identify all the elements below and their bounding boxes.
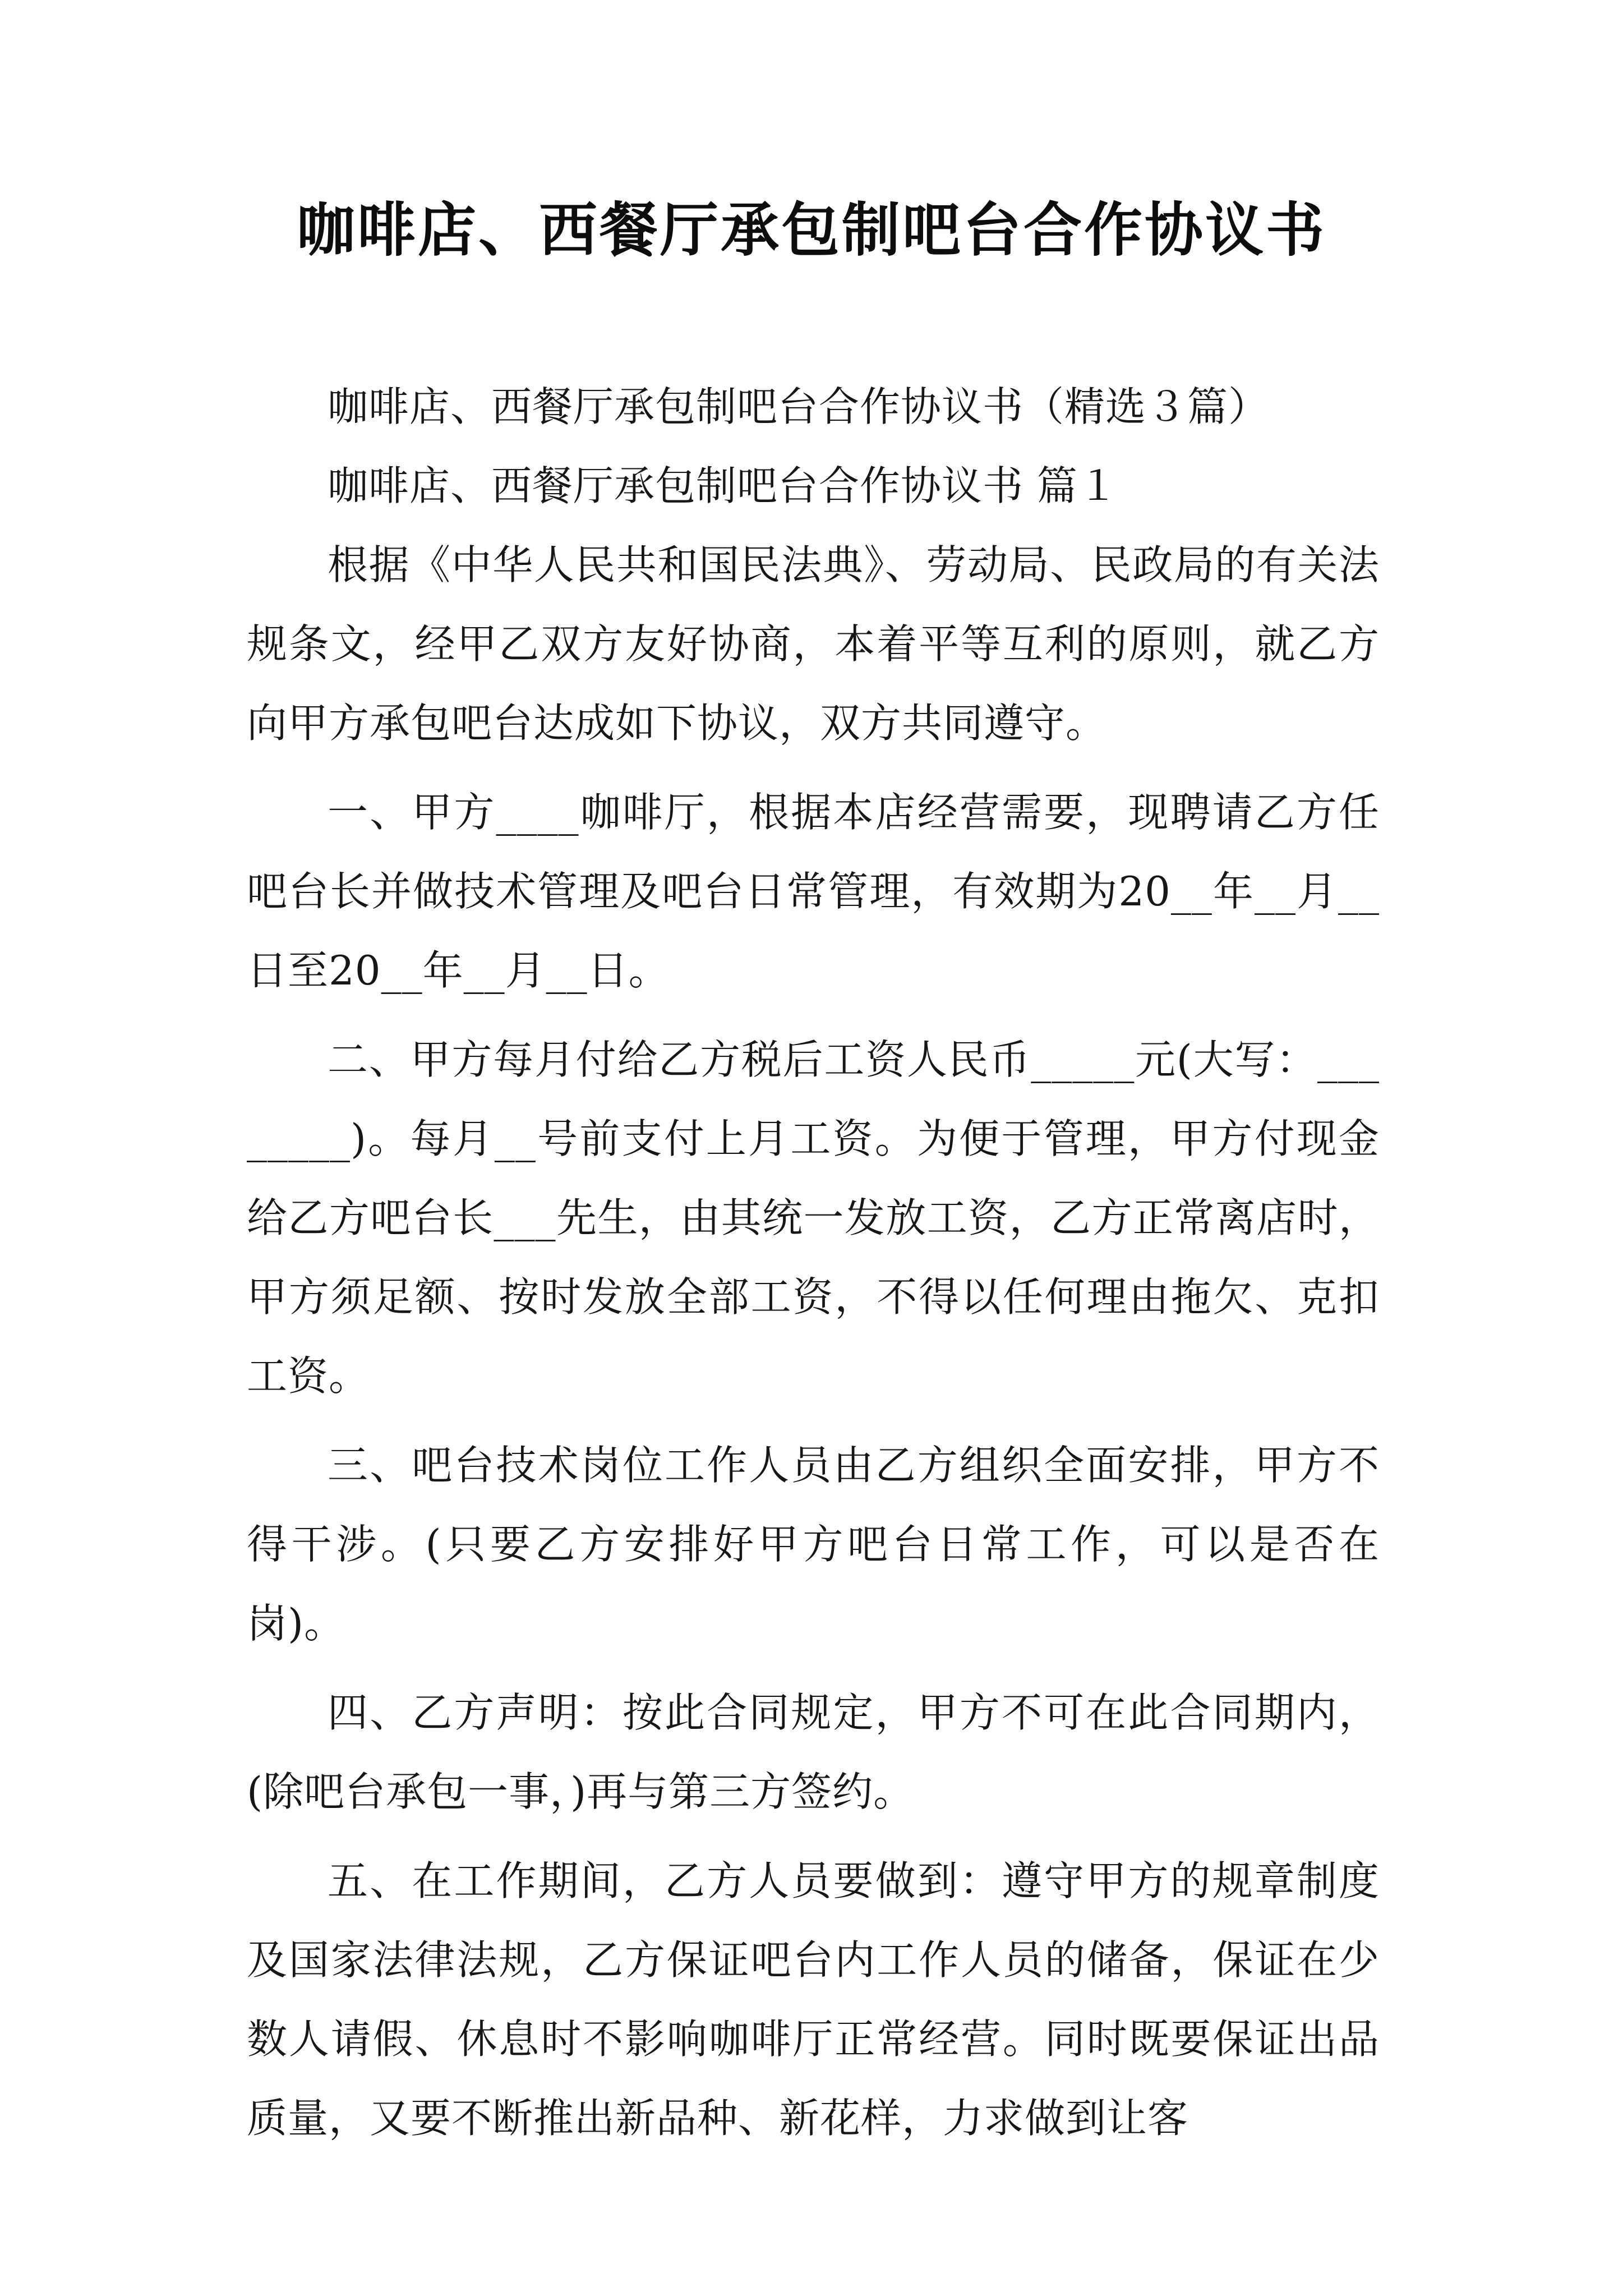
document-body [247, 367, 1380, 2168]
paragraph-subtitle: 咖啡店、西餐厅承包制吧台合作协议书（精选３篇） [328, 383, 1270, 430]
paragraph-clause-5: 五、在工作期间，乙方人员要做到：遵守甲方的规章制度及国家法律法规，乙方保证吧台内工作人员的储备，保证在少数人请假、休息时不影响咖啡厅正常经营。同时既要保证出品质量，又要不断推出新品种、新花样，力求做到让客 [247, 1857, 1380, 2142]
paragraph-preamble: 根据《中华人民共和国民法典》、劳动局、民政局的有关法规条文，经甲乙双方友好协商，本着平等互利的原则，就乙方向甲方承包吧台达成如下协议，双方共同遵守。 [247, 541, 1380, 747]
paragraph-section-heading: 咖啡店、西餐厅承包制吧台合作协议书 篇１ [328, 462, 1119, 509]
paragraph-clause-4: 四、乙方声明：按此合同规定，甲方不可在此合同期内，(除吧台承包一事，)再与第三方签约。 [247, 1689, 1380, 1815]
paragraph-clause-2: 二、甲方每月付给乙方税后工资人民币_____元(大写：________)。每月__号前支付上月工资。为便于管理，甲方付现金给乙方吧台长___先生，由其统一发放工资，乙方正常离店时，甲方须足额、按时发放全部工资，不得以任何理由拖欠、克扣工资。 [247, 1036, 1380, 1400]
paragraph-clause-3: 三、吧台技术岗位工作人员由乙方组织全面安排，甲方不得干涉。(只要乙方安排好甲方吧台日常工作，可以是否在岗)。 [247, 1442, 1380, 1647]
document-title: 咖啡店、西餐厅承包制吧台合作协议书 [296, 195, 1326, 264]
paragraph-clause-1: 一、甲方____咖啡厅，根据本店经营需要，现聘请乙方任吧台长并做技术管理及吧台日常管理，有效期为20__年__月__日至20__年__月__日。 [247, 789, 1380, 994]
